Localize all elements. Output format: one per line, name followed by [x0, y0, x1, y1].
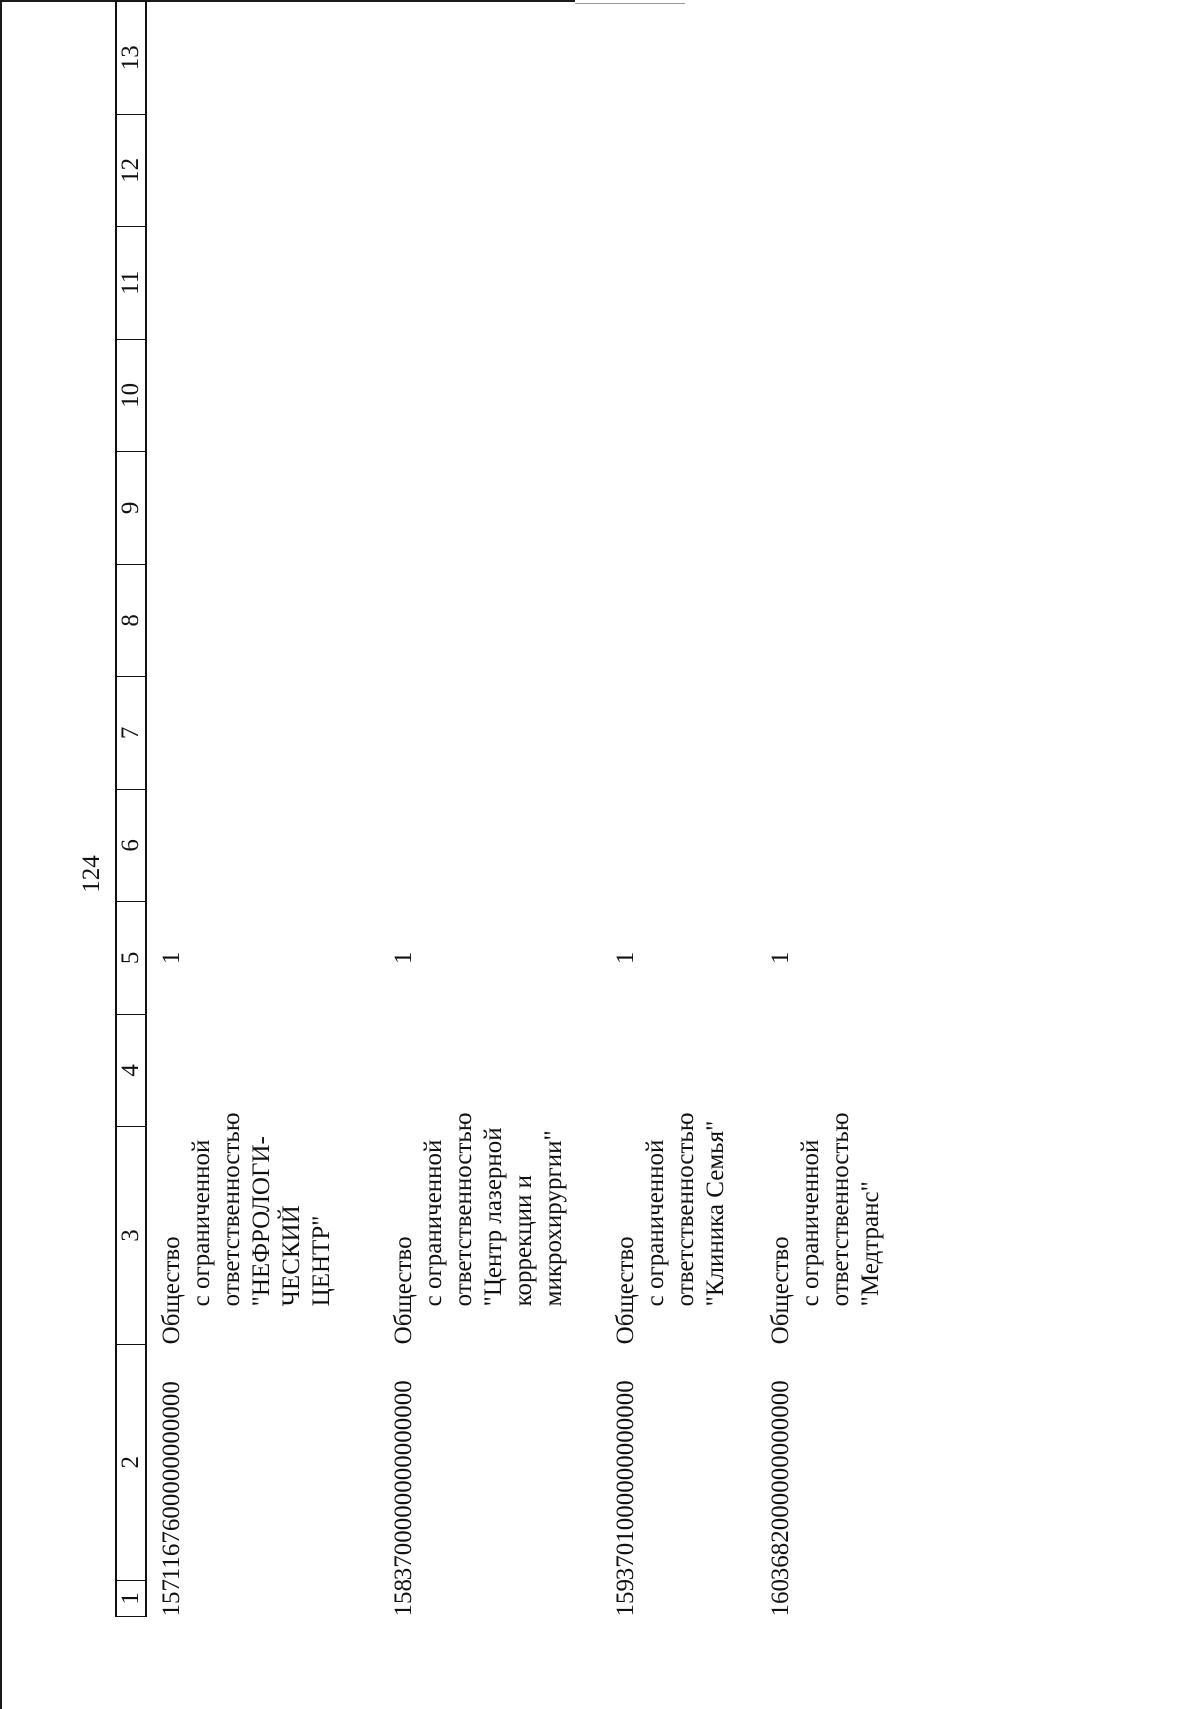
name-line: Общество	[390, 1236, 417, 1345]
column-header: 12	[116, 114, 146, 227]
cell-col7	[157, 677, 389, 790]
name-line: коррекции и	[510, 1174, 537, 1307]
column-header: 5	[116, 902, 146, 1015]
row-number: 158	[390, 1579, 417, 1617]
table-row	[611, 2, 766, 1617]
cell-col12	[611, 114, 766, 227]
cell-col12	[157, 114, 389, 227]
cell-col4	[766, 1014, 966, 1127]
row-code: 3701000000000000	[612, 1380, 639, 1581]
name-line: ЦЕНТР"	[308, 1215, 335, 1307]
column-header: 1	[116, 1580, 146, 1616]
cell-col5: 1	[158, 951, 185, 965]
page-number: 124	[78, 855, 105, 893]
cell-col12	[766, 114, 966, 227]
cell-col7	[389, 677, 611, 790]
cell-col8	[389, 564, 611, 677]
column-header: 9	[116, 452, 146, 565]
row-number: 157	[158, 1579, 185, 1617]
name-line: Общество	[767, 1236, 794, 1345]
name-line: "Клиника Семья"	[702, 1120, 729, 1307]
name-line: "Центр лазерной	[480, 1127, 507, 1307]
cell-col12	[389, 114, 611, 227]
row-number: 160	[767, 1579, 794, 1617]
cell-col6	[766, 789, 966, 902]
table-row	[766, 2, 966, 1617]
cell-col4	[389, 1014, 611, 1127]
column-header: 13	[116, 2, 146, 115]
name-line: ответственностью	[827, 1112, 854, 1307]
row-name	[157, 1112, 389, 1345]
row-name	[766, 1112, 966, 1345]
cell-col10	[389, 339, 611, 452]
cell-col13	[766, 2, 966, 115]
cell-col11	[766, 227, 966, 340]
name-line: "НЕФРОЛОГИ-	[248, 1136, 275, 1307]
name-line: ЧЕСКИЙ	[278, 1205, 305, 1307]
header-row	[116, 2, 146, 1617]
column-header: 4	[116, 1014, 146, 1127]
name-line: ответственностью	[450, 1112, 477, 1307]
name-line: с ограниченной	[420, 1139, 447, 1307]
cell-col4	[157, 1014, 389, 1127]
cell-col13	[389, 2, 611, 115]
name-line: ответственностью	[218, 1112, 245, 1307]
cell-col13	[611, 2, 766, 115]
row-name	[611, 1112, 766, 1345]
cell-col9	[389, 452, 611, 565]
cell-col11	[611, 227, 766, 340]
cell-col4	[611, 1014, 766, 1127]
row-code: 3682000000000000	[767, 1380, 794, 1581]
name-line: Общество	[612, 1236, 639, 1345]
column-header: 6	[116, 789, 146, 902]
cell-col7	[766, 677, 966, 790]
name-line: ответственностью	[672, 1112, 699, 1307]
row-name	[389, 1112, 611, 1345]
table-row	[389, 2, 611, 1617]
row-code: 1167600000000000	[158, 1381, 185, 1581]
registry-table	[115, 1, 966, 1617]
cell-col10	[611, 339, 766, 452]
cell-col9	[766, 452, 966, 565]
name-line: с ограниченной	[797, 1139, 824, 1307]
column-header: 3	[116, 1127, 146, 1345]
cell-col7	[611, 677, 766, 790]
cell-col13	[157, 2, 389, 115]
name-line: микрохирургии"	[540, 1130, 567, 1307]
table-row	[157, 2, 389, 1617]
cell-col11	[389, 227, 611, 340]
name-line: Общество	[158, 1236, 185, 1345]
cell-col8	[766, 564, 966, 677]
row-code: 3700000000000000	[390, 1380, 417, 1581]
cell-col5: 1	[767, 951, 794, 965]
cell-col6	[611, 789, 766, 902]
name-line: "Медтранс"	[857, 1181, 884, 1307]
cell-col6	[157, 789, 389, 902]
cell-col10	[766, 339, 966, 452]
cell-col6	[389, 789, 611, 902]
column-header: 8	[116, 564, 146, 677]
cell-col9	[157, 452, 389, 565]
cell-col9	[611, 452, 766, 565]
cell-col11	[157, 227, 389, 340]
column-header: 10	[116, 339, 146, 452]
cell-col10	[157, 339, 389, 452]
column-header: 11	[116, 227, 146, 340]
column-header: 2	[116, 1344, 146, 1580]
column-header: 7	[116, 677, 146, 790]
name-line: с ограниченной	[188, 1139, 215, 1307]
cell-col5: 1	[612, 951, 639, 965]
cell-col5: 1	[390, 951, 417, 965]
cell-col8	[157, 564, 389, 677]
name-line: с ограниченной	[642, 1139, 669, 1307]
row-number: 159	[612, 1579, 639, 1617]
cell-col8	[611, 564, 766, 677]
